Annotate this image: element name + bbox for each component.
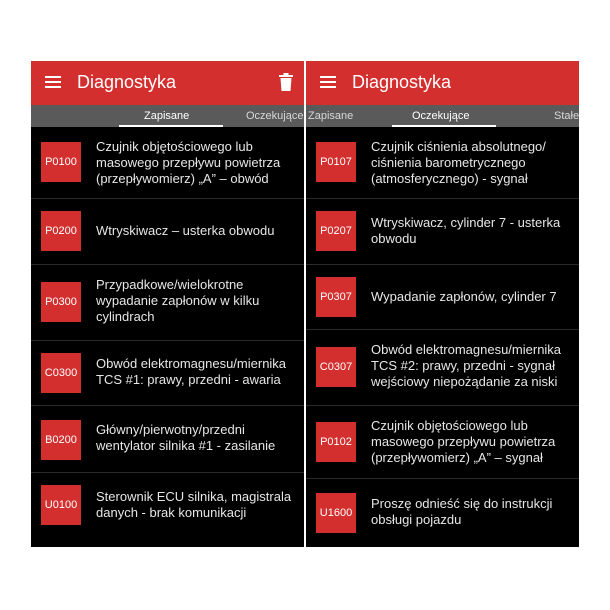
code-badge: U1600 (316, 493, 356, 533)
menu-icon[interactable] (320, 76, 336, 88)
list-item[interactable] (306, 127, 579, 199)
list-item[interactable] (31, 473, 304, 547)
code-list (306, 127, 579, 547)
code-description: Główny/pierwotny/przedni wentylator silnika #1 - zasilanie (96, 422, 276, 453)
list-item[interactable] (306, 330, 579, 406)
list-item[interactable] (31, 199, 304, 265)
tab-bar (306, 105, 579, 127)
code-description: Wtryskiwacz, cylinder 7 - usterka obwodu (371, 215, 561, 246)
tab-saved[interactable]: Zapisane (308, 110, 354, 122)
code-description: Czujnik objętościowego lub masowego przepływu powietrza (przepływomierz) „A” – sygnał (371, 418, 556, 465)
tab-saved[interactable]: Zapisane (144, 110, 190, 122)
app-title: Diagnostyka (352, 72, 452, 92)
tab-pending[interactable]: Oczekujące (246, 110, 304, 122)
code-description: Przypadkowe/wielokrotne wypadanie zapłonów w kilku cylindrach (96, 277, 260, 324)
code-description: Wtryskiwacz – usterka obwodu (96, 223, 275, 238)
app-bar (306, 61, 579, 105)
code-badge: P0102 (316, 422, 356, 462)
code-badge: P0300 (41, 282, 81, 322)
code-badge: P0107 (316, 142, 356, 182)
menu-icon[interactable] (45, 76, 61, 88)
code-badge: P0207 (316, 211, 356, 251)
list-item[interactable] (306, 265, 579, 330)
app-title: Diagnostyka (77, 72, 177, 92)
code-badge: P0200 (41, 211, 81, 251)
code-description: Proszę odnieść się do instrukcji obsługi pojazdu (371, 496, 553, 527)
code-description: Sterownik ECU silnika, magistrala danych - brak komunikacji (96, 489, 292, 520)
code-badge: P0100 (41, 142, 81, 182)
code-description: Czujnik objętościowego lub masowego przepływu powietrza (przepływomierz) „A” – obwód (96, 139, 281, 186)
code-badge: C0300 (41, 353, 81, 393)
list-item[interactable] (31, 341, 304, 406)
trash-icon[interactable] (279, 73, 293, 91)
code-list (31, 127, 304, 547)
list-item[interactable] (306, 479, 579, 547)
list-item[interactable] (31, 127, 304, 199)
code-badge: P0307 (316, 277, 356, 317)
code-badge: C0307 (316, 347, 356, 387)
list-item[interactable] (31, 406, 304, 473)
list-item[interactable] (31, 265, 304, 341)
code-description: Obwód elektromagnesu/miernika TCS #1: prawy, przedni - awaria (96, 356, 287, 387)
tab-pending[interactable]: Oczekujące (412, 110, 470, 122)
list-item[interactable] (306, 199, 579, 265)
tab-permanent[interactable]: Stałe (554, 110, 579, 122)
pending-codes-screen (306, 61, 579, 547)
code-description: Czujnik ciśnienia absolutnego/ ciśnienia barometrycznego (atmosferycznego) - sygnał (371, 139, 546, 186)
list-item[interactable] (306, 406, 579, 479)
tab-bar (31, 105, 304, 127)
app-bar (31, 61, 304, 105)
code-description: Obwód elektromagnesu/miernika TCS #2: prawy, przedni - sygnał wejściowy niepożądanie za niski (371, 342, 562, 389)
code-badge: B0200 (41, 420, 81, 460)
code-badge: U0100 (41, 485, 81, 525)
saved-codes-screen (31, 61, 304, 547)
code-description: Wypadanie zapłonów, cylinder 7 (371, 289, 557, 304)
